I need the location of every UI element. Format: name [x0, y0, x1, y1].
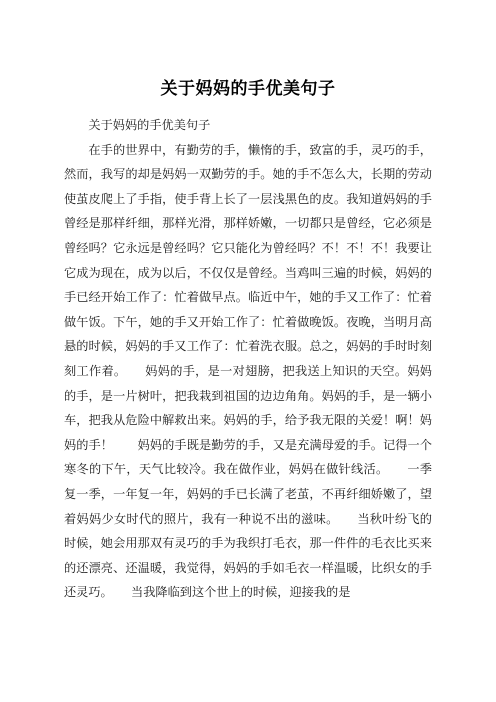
- subtitle-paragraph: 关于妈妈的手优美句子: [88, 118, 211, 132]
- document-body: [64, 113, 432, 605]
- document-title: 关于妈妈的手优美句子: [160, 79, 336, 99]
- body-paragraph: 在手的世界中，有勤劳的手，懒惰的手，致富的手，灵巧的手，然而，我写的却是妈妈一双勤劳的手。她的手不怎么大，长期的劳动使茧皮爬上了手指，使手背上长了一层浅黑色的皮。我知道妈妈的手曾经是那样纤细，那样光滑，那样娇嫩，一切都只是曾经，它必须是曾经吗？它永远是曾经吗？它只能化为曾经吗？不！不！不！我要让它成为现在，成为以后，不仅仅是曾经。当鸡叫三遍的时候，妈妈的手已经开始工作了：忙着做早点。临近中午，她的手又工作了：忙着做午饭。下午，她的手又开始工作了：忙着做晚饭。夜晚，当明月高悬的时候，妈妈的手又工作了：忙着洗衣服。总之，妈妈的手时时刻刻工作着。 妈妈的手，是一对翅膀，把我送上知识的天空。妈妈的手，是一片树叶，把我栽到祖国的边边角角。妈妈的手，是一辆小车，把我从危险中解救出来。妈妈的手，给予我无限的关爱！啊！妈妈的手！ 妈妈的手既是勤劳的手，又是充满母爱的手。记得一个寒冬的下午，天气比较冷。我在做作业，妈妈在做针线活。 一季复一季，一年复一年，妈妈的手已长满了老茧，不再纤细娇嫩了，望着妈妈少女时代的照片，我有一种说不出的滋味。 当秋叶纷飞的时候，她会用那双有灵巧的手为我织打毛衣，那一件件的毛衣比买来的还漂亮、还温暖，我觉得，妈妈的手如毛衣一样温暖，比织女的手还灵巧。 当我降临到这个世上的时候，迎接我的是: [64, 142, 432, 600]
